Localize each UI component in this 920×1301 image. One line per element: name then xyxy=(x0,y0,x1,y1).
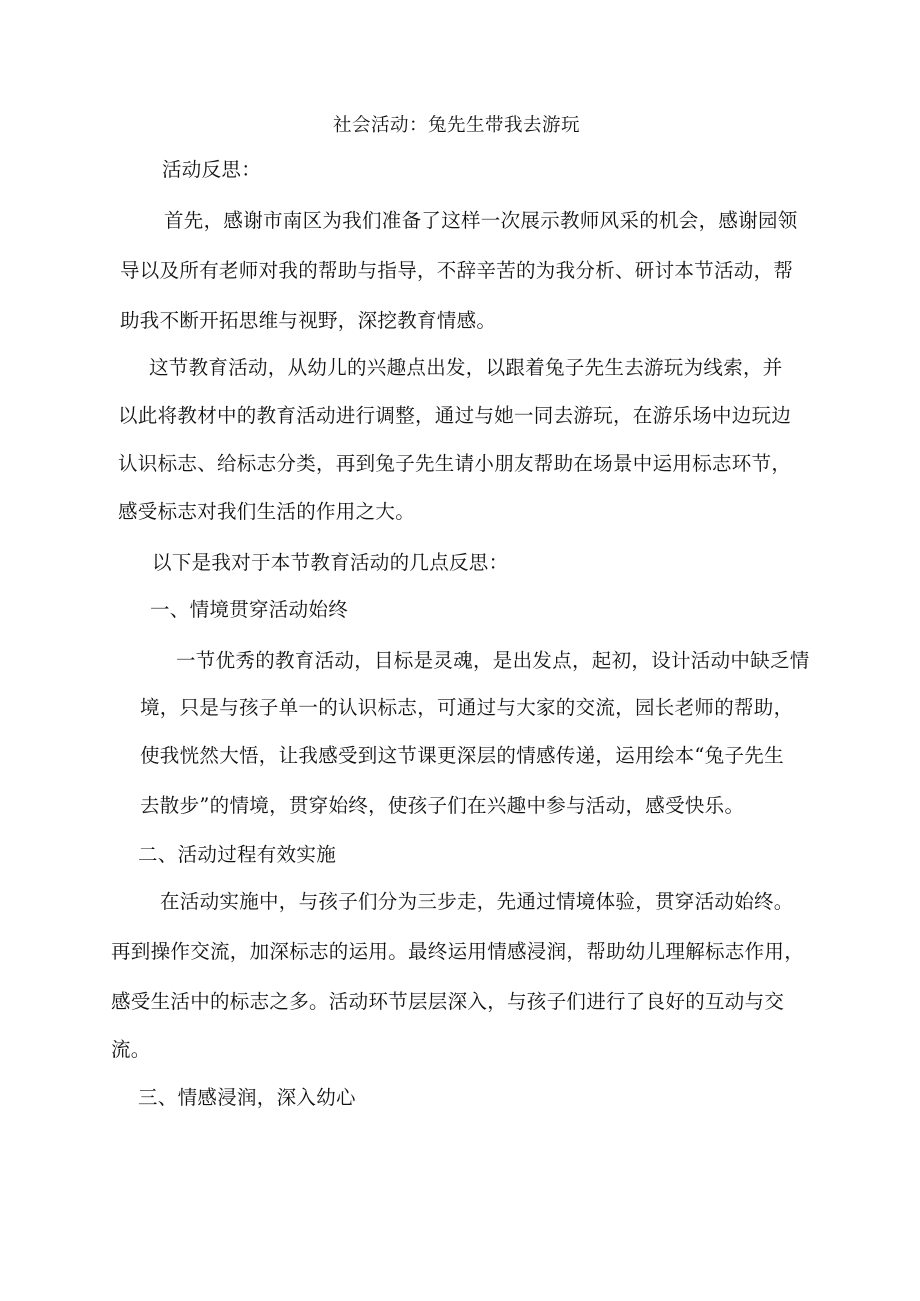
paragraph-line: 去散步”的情境，贯穿始终，使孩子们在兴趣中参与活动，感受快乐。 xyxy=(140,794,745,817)
paragraph-line: 再到操作交流，加深标志的运用。最终运用情感浸润，帮助幼儿理解标志作用， xyxy=(111,940,805,963)
section-heading-3: 三、情感浸润，深入幼心 xyxy=(138,1086,356,1109)
paragraph-line: 使我恍然大悟，让我感受到这节课更深层的情感传递，运用绘本“兔子先生 xyxy=(140,744,784,767)
paragraph-line: 导以及所有老师对我的帮助与指导，不辞辛苦的为我分析、研讨本节活动，帮 xyxy=(120,259,794,282)
document-title: 社会活动：兔先生带我去游玩 xyxy=(333,115,581,136)
paragraph-line: 境，只是与孩子单一的认识标志，可通过与大家的交流，园长老师的帮助， xyxy=(140,696,794,719)
paragraph-line: 这节教育活动，从幼儿的兴趣点出发，以跟着兔子先生去游玩为线索，并 xyxy=(149,356,783,379)
paragraph-line: 助我不断开拓思维与视野，深挖教育情感。 xyxy=(120,309,497,332)
section-heading-reflection: 活动反思： xyxy=(162,158,262,181)
section-heading-1: 一、情境贯穿活动始终 xyxy=(150,598,349,621)
paragraph-line: 感受标志对我们生活的作用之大。 xyxy=(118,500,416,523)
paragraph-line: 首先，感谢市南区为我们准备了这样一次展示教师风采的机会，感谢园领 xyxy=(164,209,798,232)
paragraph-line: 以此将教材中的教育活动进行调整，通过与她一同去游玩，在游乐场中边玩边 xyxy=(118,404,792,427)
paragraph-line: 一节优秀的教育活动，目标是灵魂，是出发点，起初，设计活动中缺乏情 xyxy=(176,649,810,672)
paragraph-line: 感受生活中的标志之多。活动环节层层深入，与孩子们进行了良好的互动与交 xyxy=(111,990,785,1013)
paragraph-line: 以下是我对于本节教育活动的几点反思： xyxy=(152,551,509,574)
paragraph-line: 在活动实施中，与孩子们分为三步走，先通过情境体验，贯穿活动始终。 xyxy=(160,890,794,913)
paragraph-line: 认识标志、给标志分类，再到兔子先生请小朋友帮助在场景中运用标志环节， xyxy=(118,452,792,475)
section-heading-2: 二、活动过程有效实施 xyxy=(138,843,337,866)
paragraph-line: 流。 xyxy=(111,1038,151,1061)
